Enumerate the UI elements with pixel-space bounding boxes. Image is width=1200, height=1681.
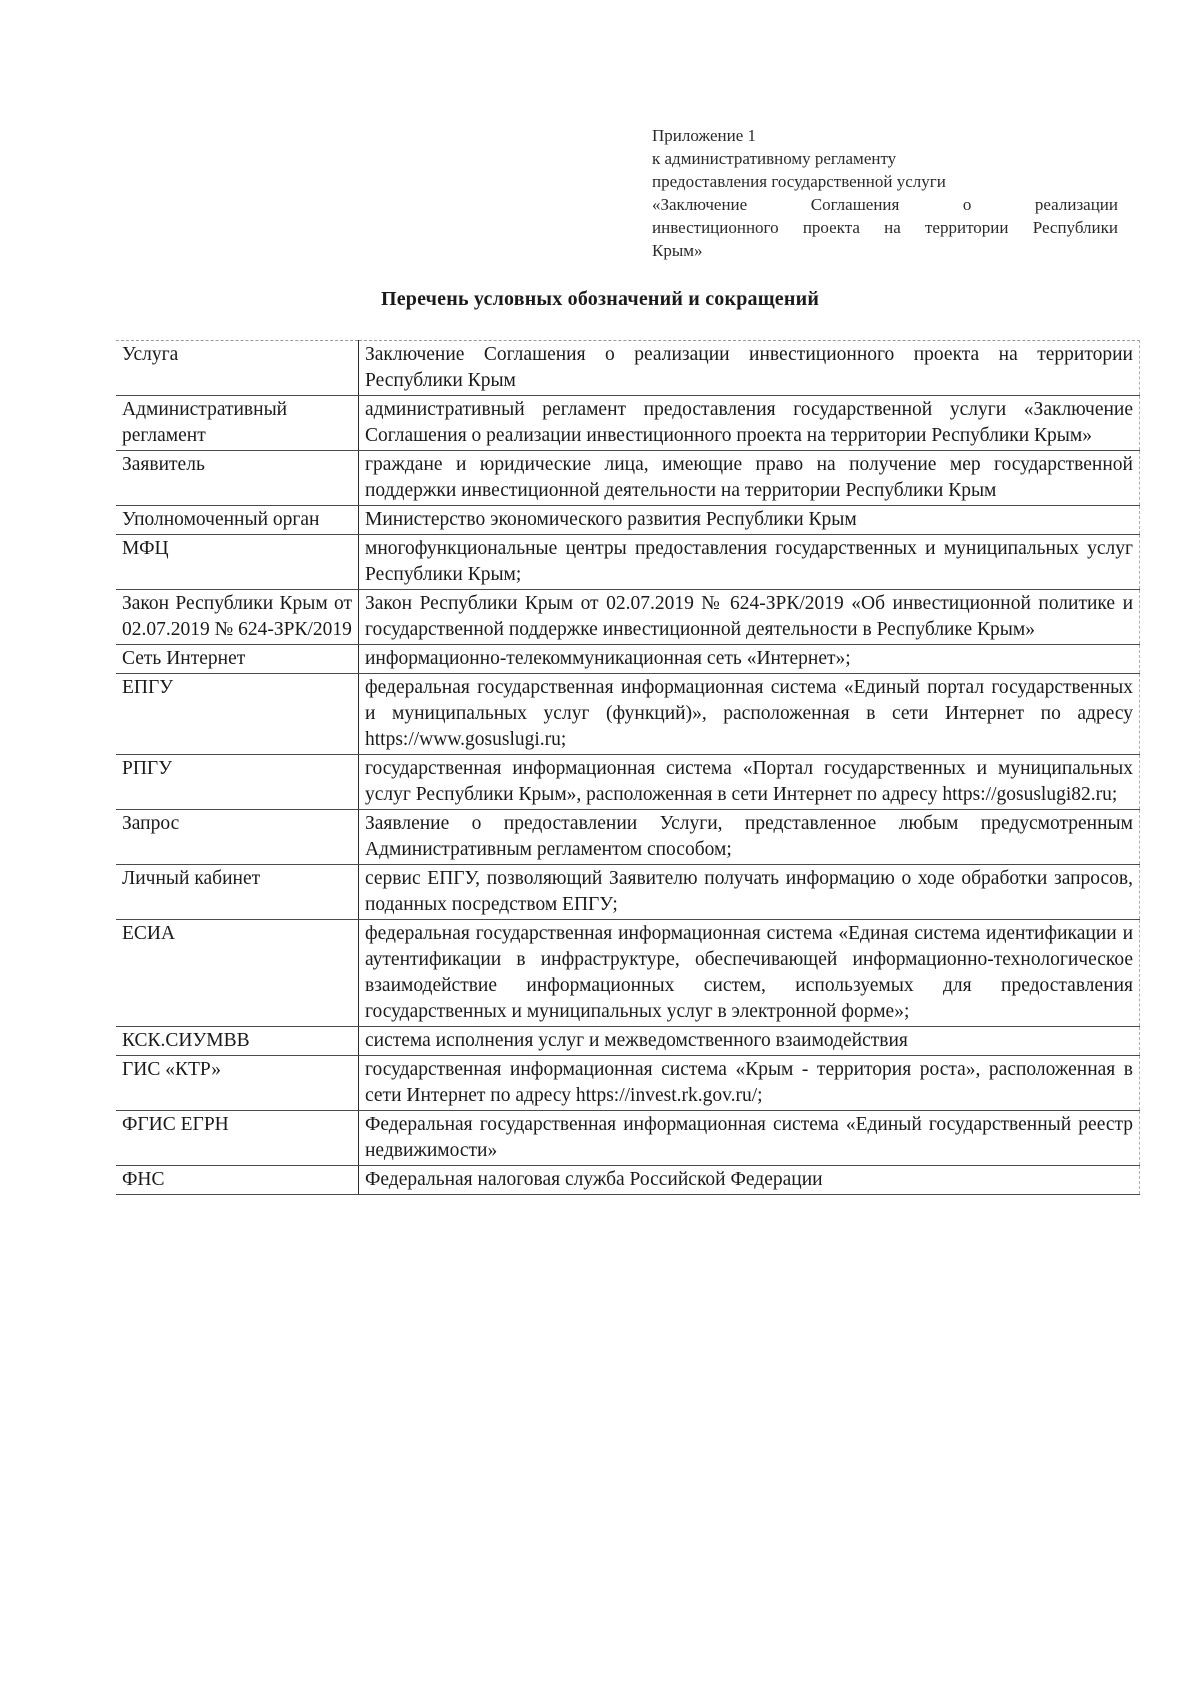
definition-cell: государственная информационная система «Крым - территория роста», расположенная в сети Интернет по адресу https://invest.rk.gov.ru/; <box>359 1056 1140 1111</box>
table-row <box>116 1027 1140 1056</box>
table-row <box>116 865 1140 920</box>
definition-cell: граждане и юридические лица, имеющие право на получение мер государственной поддержки инвестиционной деятельности на территории Республики Крым <box>359 451 1140 506</box>
term-cell: ЕПГУ <box>116 674 359 755</box>
table-row <box>116 396 1140 451</box>
term-cell: ФГИС ЕГРН <box>116 1111 359 1166</box>
definition-cell: Министерство экономического развития Республики Крым <box>359 506 1140 535</box>
appendix-line: инвестиционного проекта на территории Республики <box>652 218 1118 237</box>
term-cell: ГИС «КТР» <box>116 1056 359 1111</box>
table-row <box>116 1111 1140 1166</box>
term-cell: Закон Республики Крым от 02.07.2019 № 624-ЗРК/2019 <box>116 590 359 645</box>
table-row <box>116 451 1140 506</box>
appendix-line: предоставления государственной услуги <box>652 172 946 191</box>
table-row <box>116 1056 1140 1111</box>
appendix-line: «Заключение Соглашения о реализации <box>652 195 1118 214</box>
table-row <box>116 810 1140 865</box>
table-row <box>116 590 1140 645</box>
definition-cell: федеральная государственная информационная система «Единый портал государственных и муниципальных услуг (функций)», расположенная в сети Интернет по адресу https://www.gosuslugi.ru; <box>359 674 1140 755</box>
term-cell: РПГУ <box>116 755 359 810</box>
term-cell: КСК.СИУМВВ <box>116 1027 359 1056</box>
term-cell: МФЦ <box>116 535 359 590</box>
table-row <box>116 755 1140 810</box>
table-row <box>116 341 1140 396</box>
definition-cell: государственная информационная система «Портал государственных и муниципальных услуг Республики Крым», расположенная в сети Интернет по адресу https://gosuslugi82.ru; <box>359 755 1140 810</box>
definition-cell: Федеральная государственная информационная система «Единый государственный реестр недвижимости» <box>359 1111 1140 1166</box>
appendix-line: Приложение 1 <box>652 126 756 145</box>
definition-cell: Федеральная налоговая служба Российской Федерации <box>359 1166 1140 1195</box>
table-row <box>116 920 1140 1027</box>
term-cell: Сеть Интернет <box>116 645 359 674</box>
definition-cell: Заключение Соглашения о реализации инвестиционного проекта на территории Республики Крым <box>359 341 1140 396</box>
table-row <box>116 506 1140 535</box>
term-cell: Уполномоченный орган <box>116 506 359 535</box>
abbreviations-table <box>116 340 1140 1195</box>
appendix-line: Крым» <box>652 241 703 260</box>
document-title: Перечень условных обозначений и сокращений <box>380 288 820 310</box>
term-cell: Услуга <box>116 341 359 396</box>
term-cell: ЕСИА <box>116 920 359 1027</box>
table-row <box>116 645 1140 674</box>
definition-cell: Заявление о предоставлении Услуги, представленное любым предусмотренным Административным регламентом способом; <box>359 810 1140 865</box>
definition-cell: Закон Республики Крым от 02.07.2019 № 624-ЗРК/2019 «Об инвестиционной политике и государственной поддержке инвестиционной деятельности в Республике Крым» <box>359 590 1140 645</box>
term-cell: Административный регламент <box>116 396 359 451</box>
appendix-line: к административному регламенту <box>652 149 897 168</box>
table-row <box>116 674 1140 755</box>
definition-cell: федеральная государственная информационная система «Единая система идентификации и аутентификации в инфраструктуре, обеспечивающей информационно-технологическое взаимодействие информационных систем, используемых для предоставления государственных и муниципальных услуг в электронной форме»; <box>359 920 1140 1027</box>
term-cell: ФНС <box>116 1166 359 1195</box>
definition-cell: сервис ЕПГУ, позволяющий Заявителю получать информацию о ходе обработки запросов, поданных посредством ЕПГУ; <box>359 865 1140 920</box>
term-cell: Запрос <box>116 810 359 865</box>
definition-cell: административный регламент предоставления государственной услуги «Заключение Соглашения о реализации инвестиционного проекта на территории Республики Крым» <box>359 396 1140 451</box>
table-row <box>116 535 1140 590</box>
appendix-header <box>652 124 1118 262</box>
table-row <box>116 1166 1140 1195</box>
definition-cell: система исполнения услуг и межведомственного взаимодействия <box>359 1027 1140 1056</box>
term-cell: Личный кабинет <box>116 865 359 920</box>
definition-cell: многофункциональные центры предоставления государственных и муниципальных услуг Республики Крым; <box>359 535 1140 590</box>
definition-cell: информационно-телекоммуникационная сеть «Интернет»; <box>359 645 1140 674</box>
term-cell: Заявитель <box>116 451 359 506</box>
